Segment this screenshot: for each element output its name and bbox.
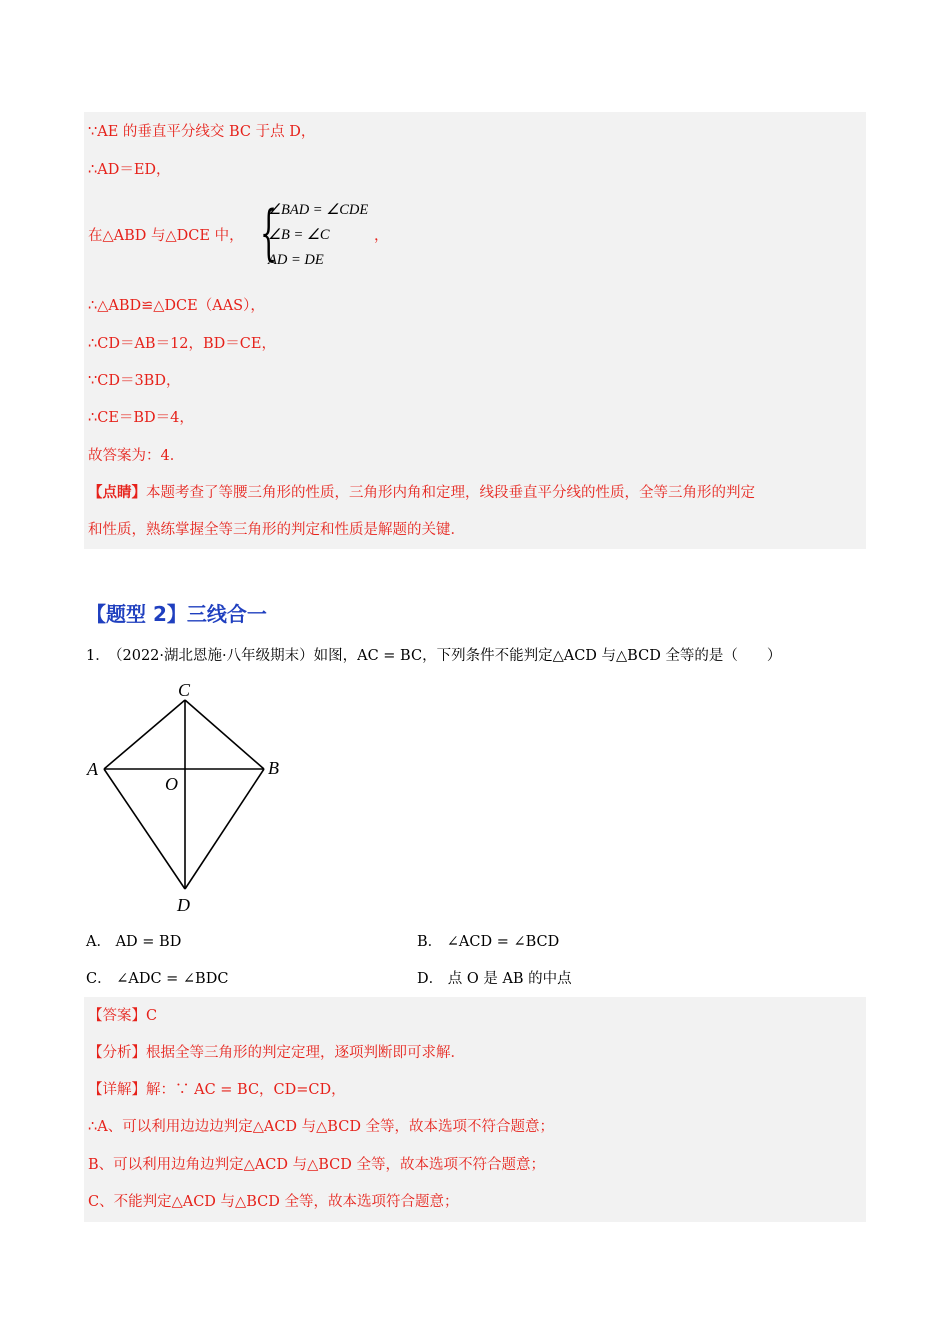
system-row: AD = DE: [268, 252, 324, 268]
comment-line: [88, 483, 755, 503]
comment-text: 本题考查了等腰三角形的性质，三角形内角和定理，线段垂直平分线的性质，全等三角形的判定: [146, 485, 755, 501]
system-row: ∠BAD = ∠CDE: [268, 202, 369, 218]
comment-tag: 【点睛】: [88, 484, 146, 501]
solution-block-top: [84, 112, 866, 549]
segment-ca: [104, 700, 185, 769]
detail-line-a: ∴A、可以利用边边边判定△ACD 与△BCD 全等，故本选项不符合题意；: [88, 1119, 555, 1135]
system-suffix: ，: [374, 228, 389, 244]
kite-figure: [84, 678, 294, 918]
option-a: A． AD = BD: [86, 934, 182, 950]
label-a: A: [87, 759, 98, 779]
segment-bd: [185, 769, 264, 889]
solution-line: ∴CE＝BD＝4，: [88, 410, 194, 426]
label-c: C: [178, 680, 191, 700]
comment-line-2: 和性质，熟练掌握全等三角形的判定和性质是解题的关键．: [88, 522, 465, 538]
question-text: （2022·湖北恩施·八年级期末）如图，AC = BC，下列条件不能判定△ACD 与△BCD 全等的是（ ）: [108, 648, 782, 664]
option-b: B． ∠ACD = ∠BCD: [417, 934, 560, 950]
detail-line-b: B、可以利用边角边判定△ACD 与△BCD 全等，故本选项不符合题意；: [88, 1157, 546, 1173]
option-d: D． 点 O 是 AB 的中点: [417, 971, 572, 987]
detail-line-c: C、不能判定△ACD 与△BCD 全等，故本选项符合题意；: [88, 1194, 459, 1210]
system-row: ∠B = ∠C: [268, 227, 330, 243]
label-o: O: [165, 774, 178, 794]
solution-line: 故答案为：4．: [88, 448, 185, 464]
left-brace-icon: {: [260, 198, 278, 268]
solution-line: ∴△ABD≌△DCE（AAS），: [88, 298, 265, 314]
solution-line: ∴CD＝AB＝12，BD＝CE，: [88, 336, 276, 352]
section-heading: 【题型 2】三线合一: [86, 602, 267, 626]
option-c: C． ∠ADC = ∠BDC: [86, 971, 229, 987]
solution-line: ∴AD＝ED，: [88, 162, 171, 178]
solution-line: ∵AE 的垂直平分线交 BC 于点 D，: [88, 124, 316, 140]
detail-line: 【详解】解：∵ AC = BC，CD=CD，: [88, 1082, 346, 1098]
system-prefix: 在△ABD 与△DCE 中，: [88, 228, 244, 244]
answer-line: 【答案】C: [88, 1008, 158, 1024]
equation-system: [88, 198, 488, 274]
label-b: B: [268, 758, 279, 778]
question-number: 1．: [86, 648, 110, 664]
label-d: D: [177, 895, 190, 915]
analysis-line: 【分析】根据全等三角形的判定定理，逐项判断即可求解．: [88, 1045, 465, 1061]
solution-block-bottom: [84, 997, 866, 1222]
solution-line: ∵CD＝3BD，: [88, 373, 181, 389]
segment-cb: [185, 700, 264, 769]
